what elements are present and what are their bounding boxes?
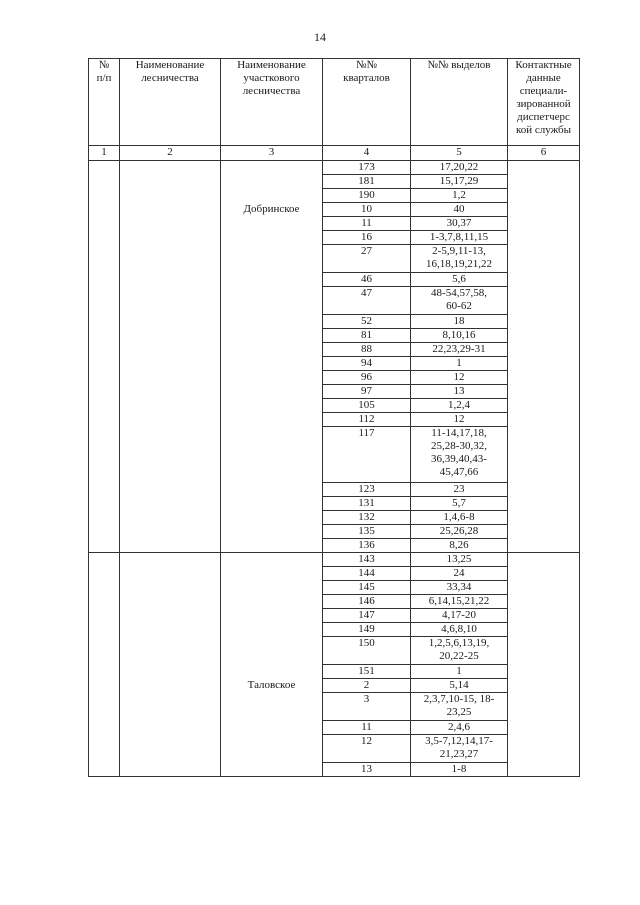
row-number-cell (89, 399, 120, 413)
header-allotments: №№ выделов (411, 59, 508, 146)
allotment-cell: 12 (411, 413, 508, 427)
row-number-cell (89, 665, 120, 679)
table-row (89, 693, 580, 721)
row-number-cell (89, 203, 120, 217)
allotment-cell: 4,6,8,10 (411, 623, 508, 637)
row-number-cell (89, 511, 120, 525)
quarter-cell: 16 (323, 231, 411, 245)
dispatch-contact-cell (508, 595, 580, 609)
page-number: 14 (314, 30, 326, 44)
table-row (89, 357, 580, 371)
dispatch-contact-cell (508, 511, 580, 525)
forestry-name-cell (120, 413, 221, 427)
row-number-cell (89, 161, 120, 175)
table-row (89, 231, 580, 245)
district-forestry-cell (221, 693, 323, 721)
row-number-cell (89, 189, 120, 203)
column-number: 4 (323, 146, 411, 161)
quarter-cell: 112 (323, 413, 411, 427)
allotment-cell: 1,2,5,6,13,19, 20,22-25 (411, 637, 508, 665)
row-number-cell (89, 567, 120, 581)
quarter-cell: 94 (323, 357, 411, 371)
quarter-cell: 136 (323, 539, 411, 553)
forestry-name-cell (120, 637, 221, 665)
district-forestry-cell (221, 511, 323, 525)
allotment-cell: 1-8 (411, 763, 508, 777)
forestry-name-cell (120, 735, 221, 763)
quarter-cell: 135 (323, 525, 411, 539)
dispatch-contact-cell (508, 539, 580, 553)
dispatch-contact-cell (508, 399, 580, 413)
table-row (89, 721, 580, 735)
district-forestry-cell (221, 763, 323, 777)
district-forestry-cell (221, 287, 323, 315)
forestry-name-cell (120, 497, 221, 511)
forestry-name-cell (120, 539, 221, 553)
dispatch-contact-cell (508, 679, 580, 693)
allotment-cell: 5,14 (411, 679, 508, 693)
quarter-cell: 149 (323, 623, 411, 637)
district-forestry-cell (221, 273, 323, 287)
district-forestry-cell (221, 357, 323, 371)
allotment-cell: 8,10,16 (411, 329, 508, 343)
table-row (89, 679, 580, 693)
dispatch-contact-cell (508, 581, 580, 595)
allotment-cell: 1-3,7,8,11,15 (411, 231, 508, 245)
district-forestry-cell (221, 483, 323, 497)
dispatch-contact-cell (508, 567, 580, 581)
quarter-cell: 190 (323, 189, 411, 203)
header-quarters: №№ кварталов (323, 59, 411, 146)
column-number: 5 (411, 146, 508, 161)
quarter-cell: 13 (323, 763, 411, 777)
allotment-cell: 4,17-20 (411, 609, 508, 623)
row-number-cell (89, 427, 120, 483)
row-number-cell (89, 623, 120, 637)
district-forestry-cell (221, 721, 323, 735)
quarter-cell: 181 (323, 175, 411, 189)
allotment-cell: 22,23,29-31 (411, 343, 508, 357)
quarter-cell: 144 (323, 567, 411, 581)
district-forestry-cell (221, 567, 323, 581)
district-forestry-cell (221, 175, 323, 189)
row-number-cell (89, 595, 120, 609)
allotment-cell: 13,25 (411, 553, 508, 567)
table-row (89, 343, 580, 357)
forestry-name-cell (120, 763, 221, 777)
row-number-cell (89, 245, 120, 273)
quarter-cell: 47 (323, 287, 411, 315)
allotment-cell: 8,26 (411, 539, 508, 553)
forestry-name-cell (120, 665, 221, 679)
forestry-name-cell (120, 525, 221, 539)
district-forestry-cell (221, 371, 323, 385)
dispatch-contact-cell (508, 189, 580, 203)
allotment-cell: 5,7 (411, 497, 508, 511)
table-row (89, 329, 580, 343)
row-number-cell (89, 273, 120, 287)
forestry-name-cell (120, 553, 221, 567)
row-number-cell (89, 287, 120, 315)
table-row (89, 273, 580, 287)
district-forestry-cell (221, 595, 323, 609)
district-forestry-cell (221, 637, 323, 665)
quarter-cell: 173 (323, 161, 411, 175)
allotment-cell: 2,4,6 (411, 721, 508, 735)
row-number-cell (89, 693, 120, 721)
dispatch-contact-cell (508, 525, 580, 539)
table-row (89, 511, 580, 525)
allotment-cell: 1 (411, 665, 508, 679)
dispatch-contact-cell (508, 553, 580, 567)
table-row (89, 203, 580, 217)
quarter-cell: 11 (323, 721, 411, 735)
dispatch-contact-cell (508, 343, 580, 357)
table-row (89, 609, 580, 623)
district-forestry-cell (221, 329, 323, 343)
table-row (89, 399, 580, 413)
row-number-cell (89, 735, 120, 763)
dispatch-contact-cell (508, 735, 580, 763)
quarter-cell: 150 (323, 637, 411, 665)
district-forestry-cell (221, 385, 323, 399)
forestry-name-cell (120, 609, 221, 623)
row-number-cell (89, 539, 120, 553)
table-row (89, 637, 580, 665)
table-row (89, 189, 580, 203)
quarter-cell: 146 (323, 595, 411, 609)
allotment-cell: 1,2 (411, 189, 508, 203)
forestry-name-cell (120, 357, 221, 371)
district-forestry-cell (221, 497, 323, 511)
dispatch-contact-cell (508, 315, 580, 329)
allotment-cell: 18 (411, 315, 508, 329)
row-number-cell (89, 217, 120, 231)
header-district-forestry-name: Наименование участкового лесничества (221, 59, 323, 146)
dispatch-contact-cell (508, 329, 580, 343)
table-row (89, 483, 580, 497)
dispatch-contact-cell (508, 161, 580, 175)
quarter-cell: 123 (323, 483, 411, 497)
quarter-cell: 131 (323, 497, 411, 511)
quarter-cell: 97 (323, 385, 411, 399)
allotment-cell: 6,14,15,21,22 (411, 595, 508, 609)
row-number-cell (89, 497, 120, 511)
row-number-cell (89, 385, 120, 399)
header-dispatch-contacts: Контактные данные специали-зированной диспетчерс кой службы (508, 59, 580, 146)
header-number: № п/п (89, 59, 120, 146)
dispatch-contact-cell (508, 609, 580, 623)
district-forestry-cell: Таловское (221, 679, 323, 693)
quarter-cell: 143 (323, 553, 411, 567)
row-number-cell (89, 329, 120, 343)
quarter-cell: 105 (323, 399, 411, 413)
allotment-cell: 1,2,4 (411, 399, 508, 413)
district-forestry-cell (221, 399, 323, 413)
dispatch-contact-cell (508, 721, 580, 735)
dispatch-contact-cell (508, 273, 580, 287)
quarter-cell: 145 (323, 581, 411, 595)
allotment-cell: 12 (411, 371, 508, 385)
allotment-cell: 17,20,22 (411, 161, 508, 175)
allotment-cell: 1 (411, 357, 508, 371)
dispatch-contact-cell (508, 385, 580, 399)
district-forestry-cell (221, 217, 323, 231)
column-number-row (89, 146, 580, 161)
row-number-cell (89, 763, 120, 777)
district-forestry-cell: Добринское (221, 203, 323, 217)
quarter-cell: 132 (323, 511, 411, 525)
allotment-cell: 2-5,9,11-13, 16,18,19,21,22 (411, 245, 508, 273)
district-forestry-cell (221, 245, 323, 273)
table-row (89, 371, 580, 385)
table-row (89, 735, 580, 763)
forestry-name-cell (120, 161, 221, 175)
table-row (89, 427, 580, 483)
dispatch-contact-cell (508, 371, 580, 385)
row-number-cell (89, 371, 120, 385)
row-number-cell (89, 413, 120, 427)
quarter-cell: 10 (323, 203, 411, 217)
allotment-cell: 1,4,6-8 (411, 511, 508, 525)
table-row (89, 567, 580, 581)
forestry-name-cell (120, 399, 221, 413)
allotment-cell: 24 (411, 567, 508, 581)
row-number-cell (89, 581, 120, 595)
dispatch-contact-cell (508, 203, 580, 217)
forestry-name-cell (120, 189, 221, 203)
district-forestry-cell (221, 735, 323, 763)
column-number: 2 (120, 146, 221, 161)
header-row (89, 59, 580, 146)
forestry-name-cell (120, 343, 221, 357)
district-forestry-cell (221, 665, 323, 679)
quarter-cell: 2 (323, 679, 411, 693)
forestry-name-cell (120, 483, 221, 497)
allotment-cell: 13 (411, 385, 508, 399)
column-number: 1 (89, 146, 120, 161)
table-row (89, 413, 580, 427)
district-forestry-cell (221, 343, 323, 357)
district-forestry-cell (221, 231, 323, 245)
district-forestry-cell (221, 609, 323, 623)
allotment-cell: 23 (411, 483, 508, 497)
table-row (89, 287, 580, 315)
forestry-name-cell (120, 595, 221, 609)
quarter-cell: 12 (323, 735, 411, 763)
allotment-cell: 2,3,7,10-15, 18- 23,25 (411, 693, 508, 721)
table-row (89, 763, 580, 777)
table-row (89, 217, 580, 231)
forestry-name-cell (120, 175, 221, 189)
allotment-cell: 30,37 (411, 217, 508, 231)
allotment-cell: 40 (411, 203, 508, 217)
district-forestry-cell (221, 427, 323, 483)
dispatch-contact-cell (508, 287, 580, 315)
allotment-cell: 25,26,28 (411, 525, 508, 539)
column-number: 3 (221, 146, 323, 161)
district-forestry-cell (221, 525, 323, 539)
quarter-cell: 96 (323, 371, 411, 385)
forestry-name-cell (120, 287, 221, 315)
dispatch-contact-cell (508, 175, 580, 189)
allotment-cell: 5,6 (411, 273, 508, 287)
table-row (89, 497, 580, 511)
forestry-name-cell (120, 203, 221, 217)
forestry-name-cell (120, 217, 221, 231)
forestry-name-cell (120, 315, 221, 329)
dispatch-contact-cell (508, 693, 580, 721)
quarter-cell: 46 (323, 273, 411, 287)
dispatch-contact-cell (508, 413, 580, 427)
table-row (89, 245, 580, 273)
dispatch-contact-cell (508, 245, 580, 273)
table-row (89, 525, 580, 539)
quarter-cell: 117 (323, 427, 411, 483)
forestry-name-cell (120, 371, 221, 385)
dispatch-contact-cell (508, 497, 580, 511)
district-forestry-cell (221, 161, 323, 175)
forestry-name-cell (120, 245, 221, 273)
district-forestry-cell (221, 581, 323, 595)
row-number-cell (89, 175, 120, 189)
row-number-cell (89, 679, 120, 693)
quarter-cell: 81 (323, 329, 411, 343)
table-row (89, 539, 580, 553)
forestry-name-cell (120, 567, 221, 581)
district-forestry-cell (221, 539, 323, 553)
forestry-name-cell (120, 427, 221, 483)
table-row (89, 175, 580, 189)
allotment-cell: 11-14,17,18, 25,28-30,32, 36,39,40,43- 45,47,66 (411, 427, 508, 483)
dispatch-contact-cell (508, 665, 580, 679)
quarter-cell: 11 (323, 217, 411, 231)
forestry-name-cell (120, 679, 221, 693)
table-row (89, 581, 580, 595)
quarter-cell: 151 (323, 665, 411, 679)
row-number-cell (89, 343, 120, 357)
dispatch-contact-cell (508, 427, 580, 483)
row-number-cell (89, 483, 120, 497)
row-number-cell (89, 721, 120, 735)
table-row (89, 385, 580, 399)
quarter-cell: 88 (323, 343, 411, 357)
dispatch-contact-cell (508, 623, 580, 637)
district-forestry-cell (221, 413, 323, 427)
dispatch-contact-cell (508, 763, 580, 777)
table-row (89, 623, 580, 637)
row-number-cell (89, 315, 120, 329)
dispatch-contact-cell (508, 637, 580, 665)
district-forestry-cell (221, 189, 323, 203)
row-number-cell (89, 553, 120, 567)
table-row (89, 665, 580, 679)
allotment-cell: 15,17,29 (411, 175, 508, 189)
dispatch-contact-cell (508, 357, 580, 371)
table-row (89, 553, 580, 567)
forestry-name-cell (120, 623, 221, 637)
dispatch-contact-cell (508, 483, 580, 497)
district-forestry-cell (221, 315, 323, 329)
table-row (89, 315, 580, 329)
column-number: 6 (508, 146, 580, 161)
forestry-name-cell (120, 693, 221, 721)
allotment-cell: 48-54,57,58, 60-62 (411, 287, 508, 315)
dispatch-contact-cell (508, 231, 580, 245)
quarter-cell: 147 (323, 609, 411, 623)
district-forestry-cell (221, 623, 323, 637)
table-row (89, 161, 580, 175)
row-number-cell (89, 231, 120, 245)
forestry-name-cell (120, 581, 221, 595)
forestry-name-cell (120, 511, 221, 525)
row-number-cell (89, 357, 120, 371)
allotment-cell: 3,5-7,12,14,17- 21,23,27 (411, 735, 508, 763)
forest-table (88, 58, 580, 777)
district-forestry-cell (221, 553, 323, 567)
forestry-name-cell (120, 721, 221, 735)
header-forestry-name: Наименование лесничества (120, 59, 221, 146)
quarter-cell: 52 (323, 315, 411, 329)
row-number-cell (89, 525, 120, 539)
allotment-cell: 33,34 (411, 581, 508, 595)
forestry-name-cell (120, 273, 221, 287)
dispatch-contact-cell (508, 217, 580, 231)
forestry-name-cell (120, 329, 221, 343)
forestry-name-cell (120, 231, 221, 245)
table-row (89, 595, 580, 609)
row-number-cell (89, 609, 120, 623)
quarter-cell: 27 (323, 245, 411, 273)
quarter-cell: 3 (323, 693, 411, 721)
forestry-name-cell (120, 385, 221, 399)
row-number-cell (89, 637, 120, 665)
